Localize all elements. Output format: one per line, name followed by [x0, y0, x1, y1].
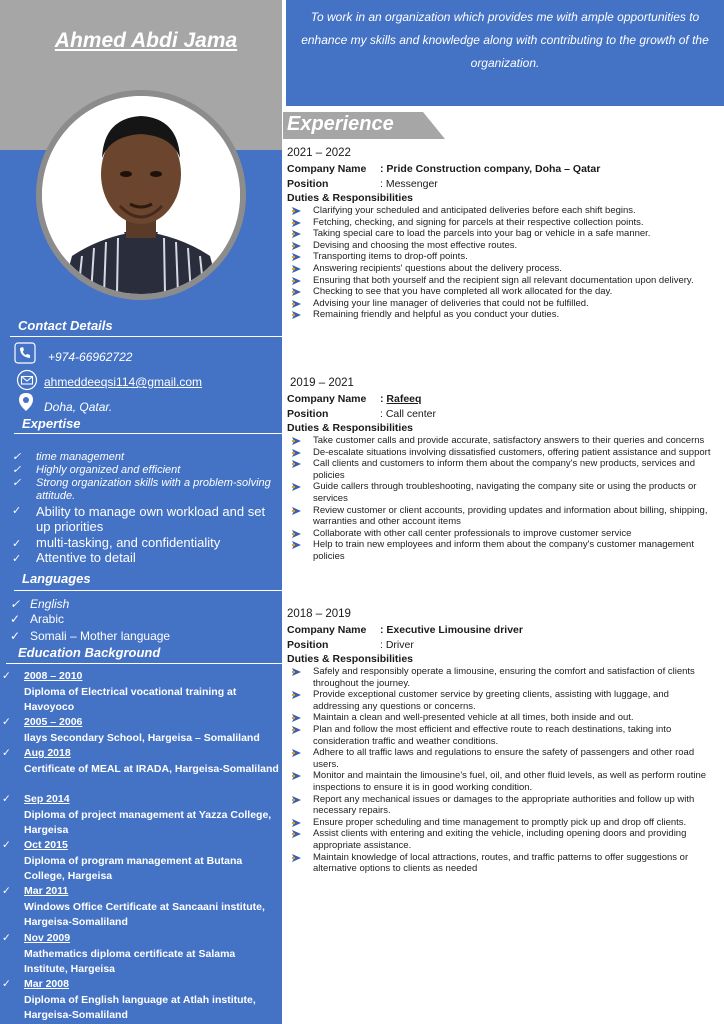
- language-item: ✓ English: [10, 597, 70, 611]
- education-divider: [6, 663, 282, 664]
- duty-item: Call clients and customers to inform them about the company's new products, services and policies: [287, 458, 717, 481]
- bullet-arrow-icon: [292, 714, 301, 722]
- duty-item: Transporting items to drop-off points.: [287, 251, 717, 263]
- duties-title: Duties & Responsibilities: [287, 422, 414, 434]
- company-row: Company Name : Pride Construction company, Doha – Qatar: [287, 163, 601, 175]
- expertise-section-title: Expertise: [22, 416, 81, 431]
- education-entry: ✓ 2005 – 2006 Ilays Secondary School, Hargeisa – Somaliland: [2, 716, 260, 744]
- education-entry: ✓ Nov 2009 Mathematics diploma certificate at Salama Institute, Hargeisa: [2, 932, 236, 975]
- bullet-arrow-icon: [292, 854, 301, 862]
- position-name: : Messenger: [380, 178, 438, 190]
- expertise-item: ✓ time management: [12, 451, 125, 463]
- checkmark-icon: ✓: [12, 553, 22, 565]
- experience-section-title: Experience: [287, 113, 394, 135]
- bullet-arrow-icon: [292, 277, 301, 285]
- checkmark-icon: ✓: [12, 464, 22, 476]
- duty-item: Assist clients with entering and exiting the vehicle, including opening doors and providing appropriate assistance.: [287, 828, 717, 851]
- checkmark-icon: ✓: [10, 612, 21, 626]
- position-name: : Driver: [380, 639, 414, 651]
- bullet-arrow-icon: [292, 772, 301, 780]
- language-item: ✓ Arabic: [10, 612, 65, 626]
- duty-item: Monitor and maintain the limousine's fuel, oil, and other fluid levels, as well as perform routine inspections to ensure it is in good working condition.: [287, 770, 717, 793]
- bullet-arrow-icon: [292, 483, 301, 491]
- bullet-arrow-icon: [292, 691, 301, 699]
- job-entry: [287, 608, 717, 875]
- bullet-arrow-icon: [292, 288, 301, 296]
- position-row: Position : Messenger: [287, 178, 438, 190]
- expertise-divider: [14, 433, 282, 434]
- bullet-arrow-icon: [292, 253, 301, 261]
- bullet-arrow-icon: [292, 311, 301, 319]
- duties-list: [287, 205, 717, 321]
- education-entry: ✓ Mar 2011 Windows Office Certificate at Sancaani institute, Hargeisa-Somaliland: [2, 885, 265, 928]
- duty-item: Ensuring that both yourself and the recipient sign all relevant documentation upon delivery.: [287, 275, 717, 287]
- bullet-arrow-icon: [292, 541, 301, 549]
- objective-text: To work in an organization which provides me with ample opportunities to enhance my skills and knowledge along with contributing to the growth of the organization.: [301, 10, 709, 70]
- bullet-arrow-icon: [292, 530, 301, 538]
- duty-item: Advising your line manager of deliveries that could not be fulfilled.: [287, 298, 717, 310]
- bullet-arrow-icon: [292, 207, 301, 215]
- checkmark-icon: ✓: [2, 839, 11, 851]
- job-entry: [287, 377, 717, 563]
- duty-item: Safely and responsibly operate a limousine, ensuring the comfort and satisfaction of clients throughout the journey.: [287, 666, 717, 689]
- bullet-arrow-icon: [292, 507, 301, 515]
- education-entry: ✓ Oct 2015 Diploma of program management at Butana College, Hargeisa: [2, 839, 243, 882]
- checkmark-icon: ✓: [2, 793, 11, 805]
- expertise-item: ✓ Attentive to detail: [12, 550, 136, 565]
- checkmark-icon: ✓: [2, 670, 11, 682]
- duty-item: Plan and follow the most efficient and effective route to reach destinations, taking into consideration traffic and weather conditions.: [287, 724, 717, 747]
- expertise-item: ✓ Highly organized and efficient: [12, 464, 181, 476]
- bullet-arrow-icon: [292, 796, 301, 804]
- checkmark-icon: ✓: [2, 932, 11, 944]
- checkmark-icon: ✓: [12, 505, 22, 517]
- expertise-item: ✓ Ability to manage own workload and set up priorities: [12, 504, 266, 534]
- duty-item: Devising and choosing the most effective routes.: [287, 240, 717, 252]
- checkmark-icon: ✓: [12, 451, 22, 463]
- sidebar: [0, 0, 282, 1024]
- duty-item: Clarifying your scheduled and anticipated deliveries before each shift begins.: [287, 205, 717, 217]
- bullet-arrow-icon: [292, 830, 301, 838]
- duty-item: Ensure proper scheduling and time management to promptly pick up and drop off clients.: [287, 817, 717, 829]
- bullet-arrow-icon: [292, 726, 301, 734]
- education-entry: ✓ 2008 – 2010 Diploma of Electrical vocational training at Havoyoco: [2, 670, 237, 713]
- position-row: Position : Driver: [287, 639, 414, 651]
- duty-item: Maintain a clean and well-presented vehicle at all times, both inside and out.: [287, 712, 717, 724]
- position-name: : Call center: [380, 408, 437, 420]
- duties-title: Duties & Responsibilities: [287, 192, 414, 204]
- expertise-item: ✓ Strong organization skills with a problem-solving attitude.: [12, 477, 271, 502]
- checkmark-icon: ✓: [12, 477, 22, 489]
- job-entry: [287, 147, 717, 321]
- contact-section-title: Contact Details: [18, 318, 113, 333]
- company-row: Company Name : Rafeeq: [287, 393, 422, 405]
- checkmark-icon: ✓: [10, 629, 21, 643]
- position-row: Position : Call center: [287, 408, 437, 420]
- duty-item: Take customer calls and provide accurate, satisfactory answers to their queries and concerns: [287, 435, 717, 447]
- contact-divider: [10, 336, 282, 337]
- company-name: Rafeeq: [386, 393, 422, 405]
- duty-item: Guide callers through troubleshooting, navigating the company site or using the products or services: [287, 481, 717, 504]
- duty-item: Remaining friendly and helpful as you conduct your duties.: [287, 309, 717, 321]
- checkmark-icon: ✓: [2, 747, 11, 759]
- checkmark-icon: ✓: [2, 716, 11, 728]
- duty-item: Maintain knowledge of local attractions, routes, and traffic patterns to offer suggestions or alternative options to clients as needed: [287, 852, 717, 875]
- job-period: 2018 – 2019: [287, 608, 351, 620]
- languages-divider: [14, 590, 282, 591]
- career-objective: [286, 0, 724, 106]
- education-section-title: Education Background: [18, 645, 161, 660]
- education-entry: ✓ Sep 2014 Diploma of project management at Yazza College, Hargeisa: [2, 793, 272, 836]
- bullet-arrow-icon: [292, 230, 301, 238]
- email-link[interactable]: ahmeddeeqsi114@gmail.com: [44, 375, 203, 389]
- bullet-arrow-icon: [292, 219, 301, 227]
- duty-item: Collaborate with other call center professionals to improve customer service: [287, 528, 717, 540]
- bullet-arrow-icon: [292, 749, 301, 757]
- language-item: ✓ Somali – Mother language: [10, 629, 171, 643]
- checkmark-icon: ✓: [2, 885, 11, 897]
- person-portrait-icon: [42, 96, 240, 294]
- duties-list: [287, 666, 717, 875]
- phone-number: +974-66962722: [48, 350, 133, 364]
- duty-item: Provide exceptional customer service by greeting clients, assisting with luggage, and addressing any questions or concerns.: [287, 689, 717, 712]
- education-entry: ✓ Aug 2018 Certificate of MEAL at IRADA, Hargeisa-Somaliland: [2, 747, 279, 775]
- company-row: Company Name : Executive Limousine driver: [287, 624, 523, 636]
- bullet-arrow-icon: [292, 437, 301, 445]
- bullet-arrow-icon: [292, 300, 301, 308]
- bullet-arrow-icon: [292, 819, 301, 827]
- duty-item: Report any mechanical issues or damages to the appropriate authorities and follow up with necessary repairs.: [287, 794, 717, 817]
- duty-item: Fetching, checking, and signing for parcels at their respective collection points.: [287, 217, 717, 229]
- phone-icon: [14, 342, 36, 364]
- location-text: Doha, Qatar.: [44, 400, 113, 414]
- duties-title: Duties & Responsibilities: [287, 653, 414, 665]
- bullet-arrow-icon: [292, 449, 301, 457]
- location-pin-icon: [15, 391, 37, 413]
- duty-item: Taking special care to load the parcels into your bag or vehicle in a safe manner.: [287, 228, 717, 240]
- bullet-arrow-icon: [292, 668, 301, 676]
- duty-item: Review customer or client accounts, providing updates and information about billing, shipping, warranties and other account items: [287, 505, 717, 528]
- education-entry: ✓ Mar 2008 Diploma of English language at Atlah institute, Hargeisa-Somaliland: [2, 978, 256, 1021]
- bullet-arrow-icon: [292, 265, 301, 273]
- duties-list: [287, 435, 717, 563]
- profile-photo: [42, 96, 240, 294]
- job-period: 2019 – 2021: [290, 377, 354, 389]
- job-period: 2021 – 2022: [287, 147, 351, 159]
- checkmark-icon: ✓: [10, 597, 21, 611]
- bullet-arrow-icon: [292, 460, 301, 468]
- duty-item: De-escalate situations involving dissatisfied customers, offering patient assistance and support: [287, 447, 717, 459]
- duty-item: Help to train new employees and inform them about the company's customer management policies: [287, 539, 717, 562]
- bullet-arrow-icon: [292, 242, 301, 250]
- company-name: : Executive Limousine driver: [380, 624, 523, 636]
- checkmark-icon: ✓: [2, 978, 11, 990]
- duty-item: Answering recipients' questions about the delivery process.: [287, 263, 717, 275]
- duty-item: Checking to see that you have completed all work allocated for the day.: [287, 286, 717, 298]
- company-name: : Pride Construction company, Doha – Qatar: [380, 163, 601, 175]
- duty-item: Adhere to all traffic laws and regulations to ensure the safety of passengers and other road users.: [287, 747, 717, 770]
- checkmark-icon: ✓: [12, 538, 22, 550]
- expertise-item: ✓ multi-tasking, and confidentiality: [12, 535, 221, 550]
- email-icon: [16, 369, 38, 391]
- languages-section-title: Languages: [22, 571, 91, 586]
- person-name: Ahmed Abdi Jama: [54, 29, 238, 52]
